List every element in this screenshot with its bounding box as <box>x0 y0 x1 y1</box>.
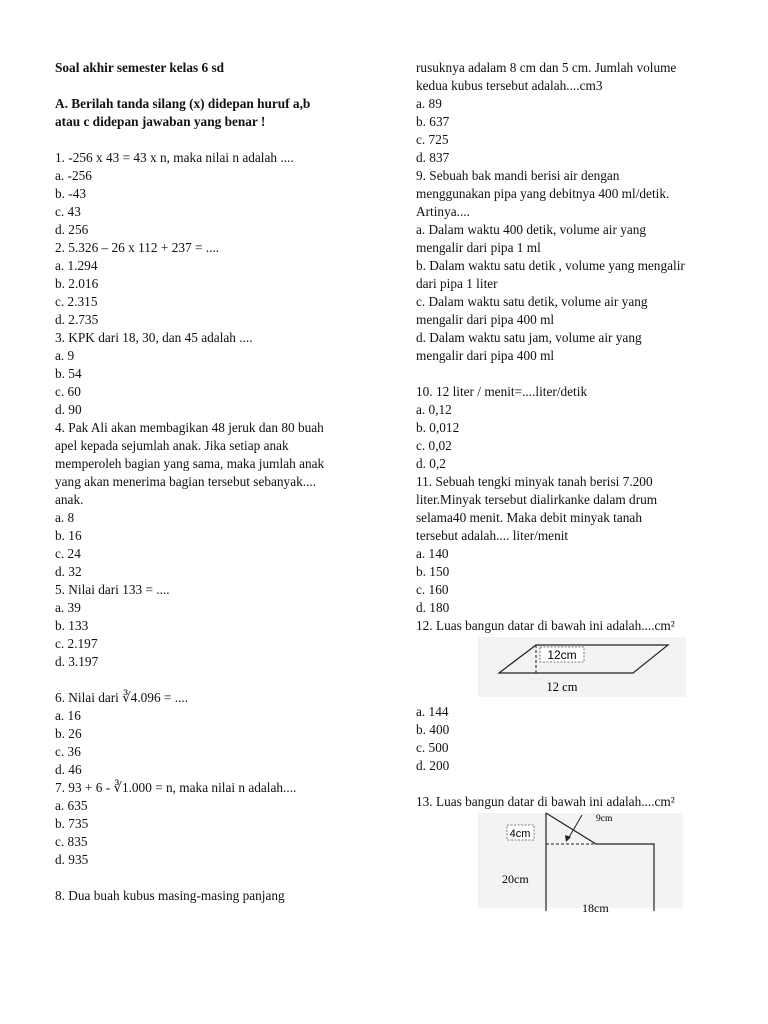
option: b. 0,012 <box>416 420 460 435</box>
question-4 <box>55 419 385 581</box>
composite-diagram <box>416 811 736 923</box>
option: d. 3.197 <box>55 654 99 669</box>
option: b. 400 <box>416 722 450 737</box>
question-5 <box>55 581 385 671</box>
question-text: memperoleh bagian yang sama, maka jumlah anak <box>55 456 325 471</box>
option: c. 24 <box>55 546 81 561</box>
option: b. 133 <box>55 618 89 633</box>
question-1 <box>55 149 385 239</box>
question-text: 13. Luas bangun datar di bawah ini adalah....cm² <box>416 794 675 809</box>
question-text: 2. 5.326 – 26 x 112 + 237 = .... <box>55 240 220 255</box>
option: b. 16 <box>55 528 82 543</box>
figure-background <box>478 637 686 697</box>
question-2 <box>55 239 385 329</box>
option: mengalir dari pipa 1 ml <box>416 240 541 255</box>
question-3 <box>55 329 385 419</box>
option: a. 8 <box>55 510 75 525</box>
option: d. 180 <box>416 600 450 615</box>
option: a. 0,12 <box>416 402 452 417</box>
base-label: 12 cm <box>546 680 578 694</box>
question-10 <box>416 383 736 473</box>
question-text: 6. Nilai dari ∛4.096 = .... <box>55 690 189 705</box>
question-text: 5. Nilai dari 133 = .... <box>55 582 170 597</box>
question-text: rusuknya adalam 8 cm dan 5 cm. Jumlah volume <box>416 60 677 75</box>
question-text: 7. 93 + 6 - ∛1.000 = n, maka nilai n adalah.... <box>55 780 297 795</box>
option: a. 16 <box>55 708 81 723</box>
height-label: 12cm <box>547 648 577 662</box>
option: d. 256 <box>55 222 89 237</box>
option: b. -43 <box>55 186 87 201</box>
option: c. 43 <box>55 204 81 219</box>
question-text: kedua kubus tersebut adalah....cm3 <box>416 78 603 93</box>
option: b. Dalam waktu satu detik , volume yang mengalir <box>416 258 685 273</box>
option: a. Dalam waktu 400 detik, volume air yang <box>416 222 647 237</box>
height-label: 20cm <box>502 872 529 886</box>
question-text: yang akan menerima bagian tersebut sebanyak.... <box>55 474 317 489</box>
option: b. 637 <box>416 114 450 129</box>
question-text: 8. Dua buah kubus masing-masing panjang <box>55 888 285 903</box>
option: d. 46 <box>55 762 82 777</box>
option: d. 0,2 <box>416 456 446 471</box>
question-text: Artinya.... <box>416 204 470 219</box>
question-text: apel kepada sejumlah anak. Jika setiap anak <box>55 438 289 453</box>
option: c. 835 <box>55 834 88 849</box>
option: a. 39 <box>55 600 81 615</box>
option: b. 735 <box>55 816 89 831</box>
option: a. 1.294 <box>55 258 98 273</box>
question-13 <box>416 793 736 923</box>
option: d. 837 <box>416 150 450 165</box>
option: b. 150 <box>416 564 450 579</box>
instruction-line: A. Berilah tanda silang (x) didepan huruf a,b <box>55 96 311 111</box>
question-12 <box>416 617 736 775</box>
question-text: menggunakan pipa yang debitnya 400 ml/detik. <box>416 186 670 201</box>
option: d. 32 <box>55 564 82 579</box>
question-text: liter.Minyak tersebut dialirkanke dalam drum <box>416 492 658 507</box>
option: d. 200 <box>416 758 450 773</box>
option: b. 2.016 <box>55 276 99 291</box>
option: dari pipa 1 liter <box>416 276 498 291</box>
question-8 <box>55 887 385 905</box>
option: c. 500 <box>416 740 449 755</box>
option: a. 89 <box>416 96 442 111</box>
option: a. -256 <box>55 168 92 183</box>
left-column <box>55 59 385 905</box>
question-8-continued <box>416 59 736 167</box>
option: mengalir dari pipa 400 ml <box>416 348 555 363</box>
top-label: 9cm <box>596 814 613 824</box>
base-label: 18cm <box>582 901 609 915</box>
question-text: selama40 menit. Maka debit minyak tanah <box>416 510 642 525</box>
option: a. 635 <box>55 798 88 813</box>
left-label: 4cm <box>509 828 531 840</box>
question-text: 4. Pak Ali akan membagikan 48 jeruk dan 80 buah <box>55 420 324 435</box>
option: b. 26 <box>55 726 82 741</box>
option: a. 144 <box>416 704 449 719</box>
question-7 <box>55 779 385 869</box>
option: a. 9 <box>55 348 75 363</box>
question-text: anak. <box>55 492 84 507</box>
right-column <box>416 59 736 923</box>
composite-figure <box>416 811 736 923</box>
parallelogram-figure <box>416 635 736 703</box>
question-text: tersebut adalah.... liter/menit <box>416 528 569 543</box>
option: c. 60 <box>55 384 81 399</box>
option: d. Dalam waktu satu jam, volume air yang <box>416 330 642 345</box>
instruction-line: atau c didepan jawaban yang benar ! <box>55 114 266 129</box>
question-text: 1. -256 x 43 = 43 x n, maka nilai n adalah .... <box>55 150 294 165</box>
option: d. 2.735 <box>55 312 99 327</box>
option: c. Dalam waktu satu detik, volume air yang <box>416 294 648 309</box>
question-9 <box>416 167 736 365</box>
option: d. 935 <box>55 852 89 867</box>
question-6 <box>55 689 385 779</box>
option: b. 54 <box>55 366 82 381</box>
option: d. 90 <box>55 402 82 417</box>
page-title: Soal akhir semester kelas 6 sd <box>55 60 225 75</box>
question-text: 3. KPK dari 18, 30, dan 45 adalah .... <box>55 330 253 345</box>
option: c. 160 <box>416 582 449 597</box>
parallelogram-diagram <box>416 635 736 703</box>
option: a. 140 <box>416 546 449 561</box>
question-11 <box>416 473 736 617</box>
option: c. 36 <box>55 744 81 759</box>
option: c. 0,02 <box>416 438 452 453</box>
option: mengalir dari pipa 400 ml <box>416 312 555 327</box>
question-text: 9. Sebuah bak mandi berisi air dengan <box>416 168 620 183</box>
option: c. 725 <box>416 132 449 147</box>
question-text: 12. Luas bangun datar di bawah ini adalah....cm² <box>416 618 675 633</box>
question-text: 11. Sebuah tengki minyak tanah berisi 7.200 <box>416 474 653 489</box>
option: c. 2.315 <box>55 294 98 309</box>
option: c. 2.197 <box>55 636 98 651</box>
question-text: 10. 12 liter / menit=....liter/detik <box>416 384 588 399</box>
